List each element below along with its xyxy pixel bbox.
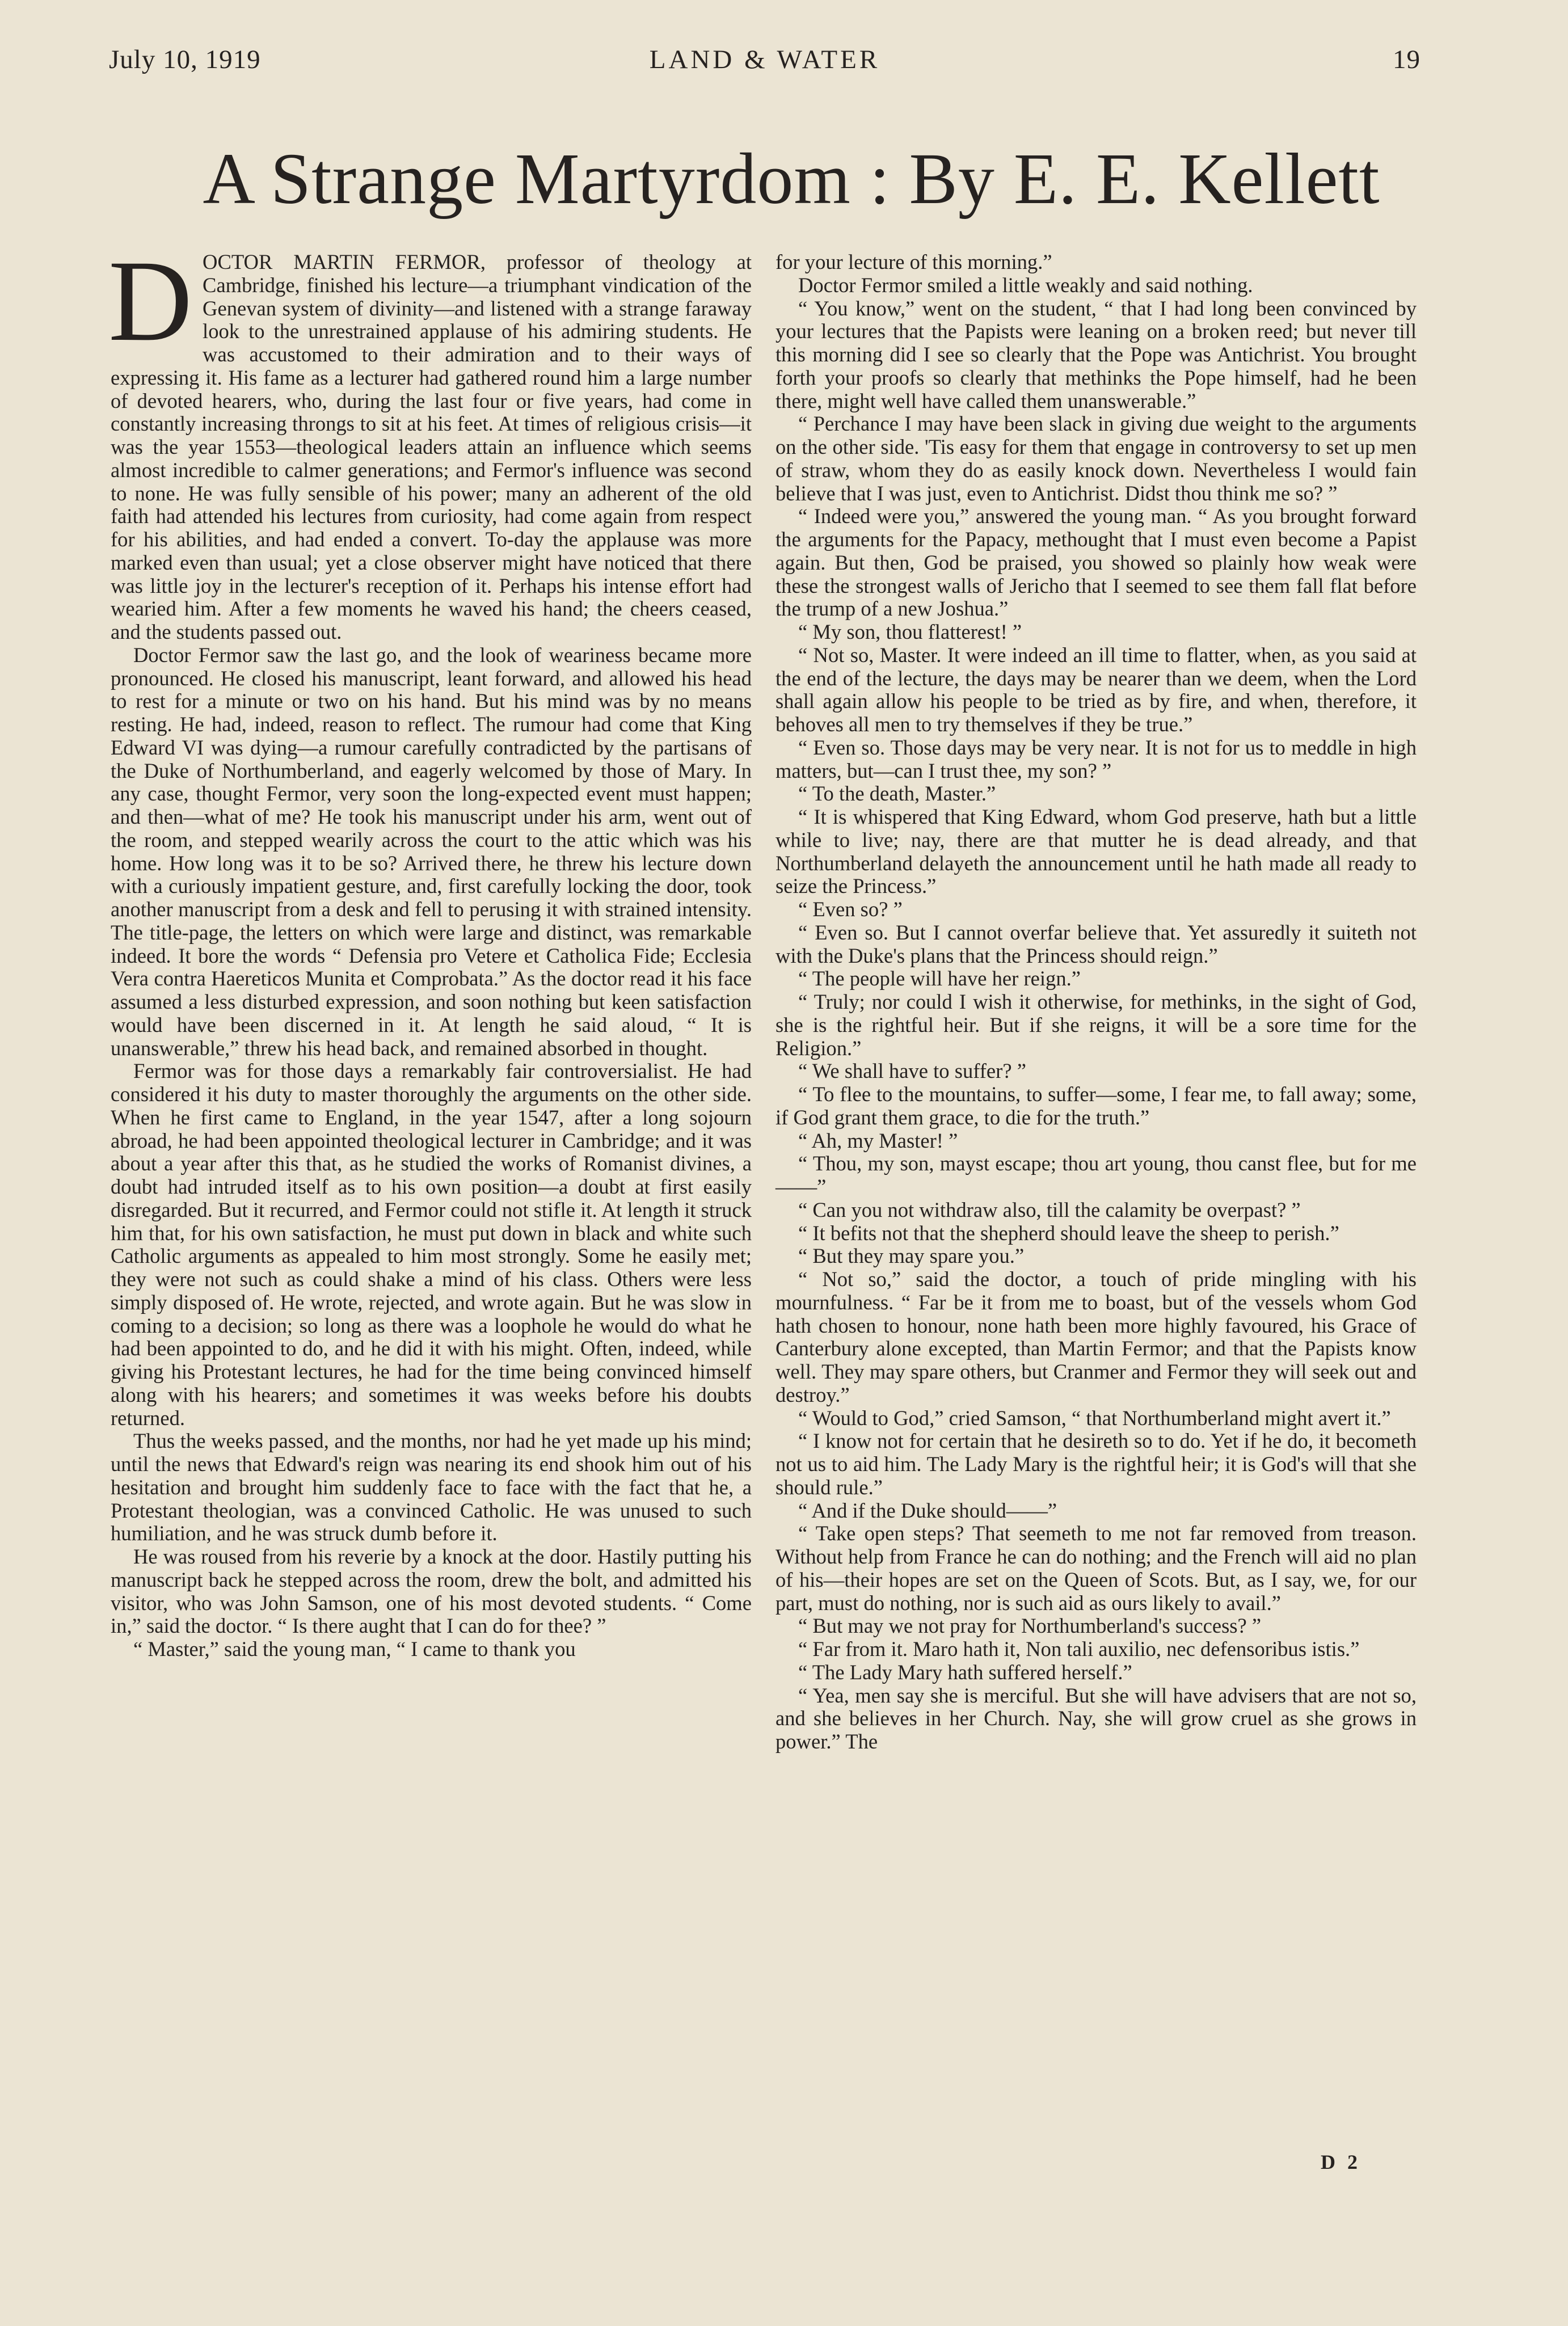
paragraph: He was roused from his reverie by a knock at the door. Hastily putting his manuscript back he stepped across the room, drew the bolt, and admitted his visitor, who was John Samson, one of his most devoted students. “ Come in,” said the doctor. “ Is there aught that I can do for thee? ” (111, 1545, 752, 1638)
article-title: A Strange Martyrdom : By E. E. Kellett (203, 138, 1380, 219)
paragraph: Doctor Fermor saw the last go, and the look of weariness became more pronounced. He closed his manuscript, leant forward, and allowed his head to rest for a minute or two on his hand. But his mind was by no means resting. He had, indeed, reason to reflect. The rumour had come that King Edward VI was dying—a rumour carefully contradicted by the partisans of the Duke of Northumberland, and eagerly welcomed by those of Mary. In any case, thought Fermor, very soon the long-expected event must happen; and then—what of me? He took his manuscript under his arm, went out of the room, and stepped wearily across the court to the attic which was his home. How long was it to be so? Arrived there, he threw his lecture down with a curiously impatient gesture, and, first carefully locking the door, took another manuscript from a desk and fell to perusing it with strained intensity. The title-page, the letters on which were large and distinct, was remarkable indeed. It bore the words “ Defensia pro Vetere et Catholica Fide; Ecclesia Vera contra Haereticos Munita et Comprobata.” As the doctor read it his face assumed a less disturbed expression, and soon nothing but keen satisfaction would have been discerned in it. At length he said aloud, “ It is unanswerable,” threw his head back, and remained absorbed in thought. (111, 643, 752, 1060)
publication-name: LAND & WATER (649, 45, 880, 74)
paragraph: “ Not so, Master. It were indeed an ill time to flatter, when, as you said at the end of the lecture, the days may be nearer than we deem, when the Lord shall again allow his people to be tried as by fire, and when, therefore, it behoves all men to try themselves if they be true.” (775, 643, 1417, 736)
issue-date: July 10, 1919 (109, 45, 261, 74)
paragraph: “ Indeed were you,” answered the young man. “ As you brought forward the arguments for the Papacy, methought that I must even become a Papist again. But then, God be praised, you showed so plainly how weak were these the strongest walls of Jericho that I seemed to see them fall flat before the trump of a new Joshua.” (775, 504, 1417, 621)
paragraph: “ Even so. Those days may be very near. It is not for us to meddle in high matters, but—can I trust thee, my son? ” (775, 735, 1417, 782)
paragraph: “ To the death, Master.” (798, 782, 996, 806)
paragraph: “ But may we not pray for Northumberland's success? ” (798, 1614, 1262, 1638)
paragraph: for your lecture of this morning.” (775, 250, 1052, 273)
drop-cap: D (108, 237, 193, 365)
paragraph: “ The people will have her reign.” (798, 967, 1081, 991)
paragraph: “ We shall have to suffer? ” (798, 1059, 1026, 1083)
paragraph: “ Even so? ” (798, 897, 903, 921)
paragraph: “ Master,” said the young man, “ I came to thank you (133, 1637, 576, 1661)
paragraph: “ Ah, my Master! ” (798, 1128, 958, 1152)
running-header (109, 44, 1421, 90)
paragraph: “ Would to God,” cried Samson, “ that Northumberland might avert it.” (798, 1406, 1391, 1430)
paragraph: “ Even so. But I cannot overfar believe that. Yet assuredly it suiteth not with the Duke's plans that the Princess should reign.” (775, 920, 1417, 967)
paragraph: Thus the weeks passed, and the months, nor had he yet made up his mind; until the news that Edward's reign was nearing its end shook him out of his hesitation and brought him suddenly face to face with the fact that he, a Protestant theologian, was a convinced Catholic. He was unused to such humiliation, and he was struck dumb before it. (111, 1429, 752, 1545)
paragraph (108, 237, 752, 644)
paragraph: “ Truly; nor could I wish it otherwise, for methinks, in the sight of God, she is the rightful heir. But if she reigns, it will be a sore time for the Religion.” (775, 990, 1417, 1060)
signature-mark: D 2 (1321, 2151, 1361, 2173)
paragraph: “ But they may spare you.” (798, 1244, 1025, 1268)
paragraph: Doctor Fermor smiled a little weakly and said nothing. (798, 273, 1253, 297)
paragraph: “ Can you not withdraw also, till the calamity be overpast? ” (798, 1198, 1301, 1221)
right-text-column (775, 251, 1417, 1754)
left-text-column (108, 237, 752, 1661)
paragraph: “ It is whispered that King Edward, whom God preserve, hath but a little while to live; nay, there are that mutter he is dead already, and that Northumberland delayeth the announcement until he hath made all ready to seize the Princess.” (775, 805, 1417, 898)
paragraph: “ Far from it. Maro hath it, Non tali auxilio, nec defensoribus istis.” (798, 1637, 1360, 1661)
paragraph: “ To flee to the mountains, to suffer—some, I fear me, to fall away; some, if God grant them grace, to die for the truth.” (775, 1082, 1417, 1129)
paragraph: “ You know,” went on the student, “ that I had long been convinced by your lectures that the Papists were leaning on a broken reed; but never till this morning did I see so clearly that the Pope was Antichrist. You brought forth your proofs so clearly that methinks the Pope himself, had he been there, might well have called them unanswerable.” (775, 296, 1417, 412)
paragraph: Fermor was for those days a remarkably fair controversialist. He had considered it his duty to master thoroughly the arguments on the other side. When he first came to England, in the year 1547, after a long sojourn abroad, he had been appointed theological lecturer in Cambridge; and it was about a year after this that, as he studied the works of Romanist divines, a doubt had intruded itself as to his own position—a doubt at first easily disregarded. But it recurred, and Fermor could not stifle it. At length it struck him that, for his own satisfaction, he must put down in black and white such Catholic arguments as appealed to him most strongly. Some he easily met; they were not such as could shake a mind of his class. Others were less simply disposed of. He wrote, rejected, and wrote again. But he was slow in coming to a decision; so long as there was a loophole he would do what he had been appointed to do, and he did it with his might. Often, indeed, while giving his Protestant lectures, he had for the time being convinced himself along with his hearers; and sometimes it was weeks before his doubts returned. (111, 1059, 752, 1430)
page-number: 19 (1393, 45, 1421, 74)
paragraph: “ Take open steps? That seemeth to me not far removed from treason. Without help from France he can do nothing; and the French will aid no plan of his—their hopes are set on the Queen of Scots. But, as I say, we, for our part, must do nothing, nor is such aid as ours likely to avail.” (775, 1522, 1417, 1615)
paragraph: “ My son, thou flatterest! ” (798, 620, 1022, 643)
paragraph-text: OCTOR MARTIN FERMOR, professor of theology at Cambridge, finished his lecture—a triumphant vindication of the Genevan system of divinity—and listened with a strange faraway look to the unrestrained applause of his admiring students. He was accustomed to their admiration and to their ways of expressing it. His fame as a lecturer had gathered round him a large number of devoted hearers, who, during the last four or five years, had come in constantly increasing throngs to sit at his feet. At times of religious crisis—it was the year 1553—theological leaders attain an influence which seems almost incredible to calmer generations; and Fermor's influence was second to none. He was fully sensible of his power; many an adherent of the old faith had attended his lectures from curiosity, had come again from respect for his abilities, and had ended a convert. To-day the applause was more marked even than usual; yet a close observer might have noticed that there was little joy in the lecturer's reception of it. Perhaps his intense effort had wearied him. After a few moments he waved his hand; the cheers ceased, and the students passed out. (111, 250, 752, 643)
paragraph: “ Yea, men say she is merciful. But she will have advisers that are not so, and she believes in her Church. Nay, she will grow cruel as she grows in power.” The (775, 1683, 1417, 1753)
paragraph: “ The Lady Mary hath suffered herself.” (798, 1660, 1132, 1684)
paragraph: “ Thou, my son, mayst escape; thou art young, thou canst flee, but for me——” (775, 1152, 1417, 1198)
paragraph: “ It befits not that the shepherd should leave the sheep to perish.” (798, 1221, 1339, 1245)
paragraph: “ And if the Duke should——” (798, 1498, 1057, 1522)
paragraph: “ Not so,” said the doctor, a touch of pride mingling with his mournfulness. “ Far be it from me to boast, but of the vessels whom God hath chosen to honour, none hath been more highly favoured, his Grace of Canterbury alone excepted, than Martin Fermor; and that the Papists know well. They may spare others, but Cranmer and Fermor they will seek out and destroy.” (775, 1267, 1417, 1406)
paragraph: “ I know not for certain that he desireth so to do. Yet if he do, it becometh not us to aid him. The Lady Mary is the rightful heir; it is God's will that she should rule.” (775, 1429, 1417, 1499)
paragraph: “ Perchance I may have been slack in giving due weight to the arguments on the other side. 'Tis easy for them that engage in controversy to set up men of straw, whom they do as easily knock down. Nevertheless I would fain believe that I was just, even to Antichrist. Didst thou think me so? ” (775, 412, 1417, 505)
